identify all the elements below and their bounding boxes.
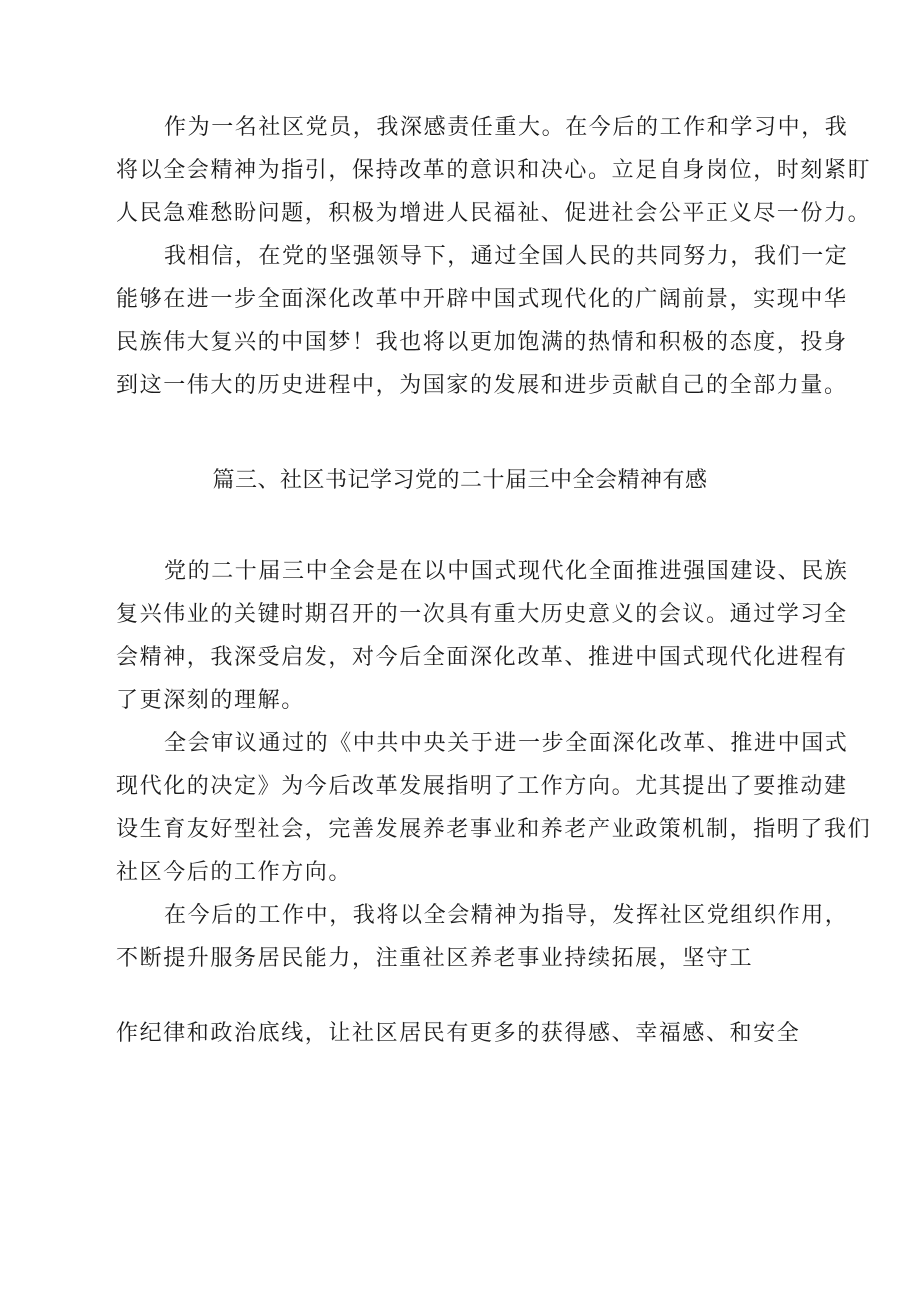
paragraph-line: 作为一名社区党员，我深感责任重大。在今后的工作和学习中，我 — [164, 115, 849, 140]
paragraph-line: 民族伟大复兴的中国梦！我也将以更加饱满的热情和积极的态度，投身 — [116, 330, 848, 355]
paragraph-line: 设生育友好型社会，完善发展养老事业和养老产业政策机制，指明了我们 — [116, 817, 872, 842]
paragraph-line: 现代化的决定》为今后改革发展指明了工作方向。尤其提出了要推动建 — [116, 774, 848, 799]
paragraph-line: 将以全会精神为指引，保持改革的意识和决心。立足自身岗位，时刻紧盯 — [116, 158, 872, 183]
section-heading: 篇三、社区书记学习党的二十届三中全会精神有感 — [212, 468, 708, 493]
paragraph-line: 社区今后的工作方向。 — [116, 860, 353, 885]
paragraph-line: 不断提升服务居民能力，注重社区养老事业持续拓展，坚守工 — [116, 946, 754, 971]
paragraph-line: 在今后的工作中，我将以全会精神为指导，发挥社区党组织作用， — [164, 903, 849, 928]
paragraph-line: 能够在进一步全面深化改革中开辟中国式现代化的广阔前景，实现中华 — [116, 287, 848, 312]
paragraph-line: 了更深刻的理解。 — [116, 688, 305, 713]
paragraph-line: 我相信，在党的坚强领导下，通过全国人民的共同努力，我们一定 — [164, 244, 849, 269]
paragraph-line: 人民急难愁盼问题，积极为增进人民福祉、促进社会公平正义尽一份力。 — [116, 201, 872, 226]
paragraph-line: 作纪律和政治底线，让社区居民有更多的获得感、幸福感、和安全 — [116, 1021, 801, 1046]
paragraph-line: 党的二十届三中全会是在以中国式现代化全面推进强国建设、民族 — [164, 559, 849, 584]
paragraph-line: 会精神，我深受启发，对今后全面深化改革、推进中国式现代化进程有 — [116, 645, 848, 670]
paragraph-line: 复兴伟业的关键时期召开的一次具有重大历史意义的会议。通过学习全 — [116, 602, 848, 627]
paragraph-line: 全会审议通过的《中共中央关于进一步全面深化改革、推进中国式 — [164, 731, 849, 756]
paragraph-line: 到这一伟大的历史进程中，为国家的发展和进步贡献自己的全部力量。 — [116, 373, 848, 398]
